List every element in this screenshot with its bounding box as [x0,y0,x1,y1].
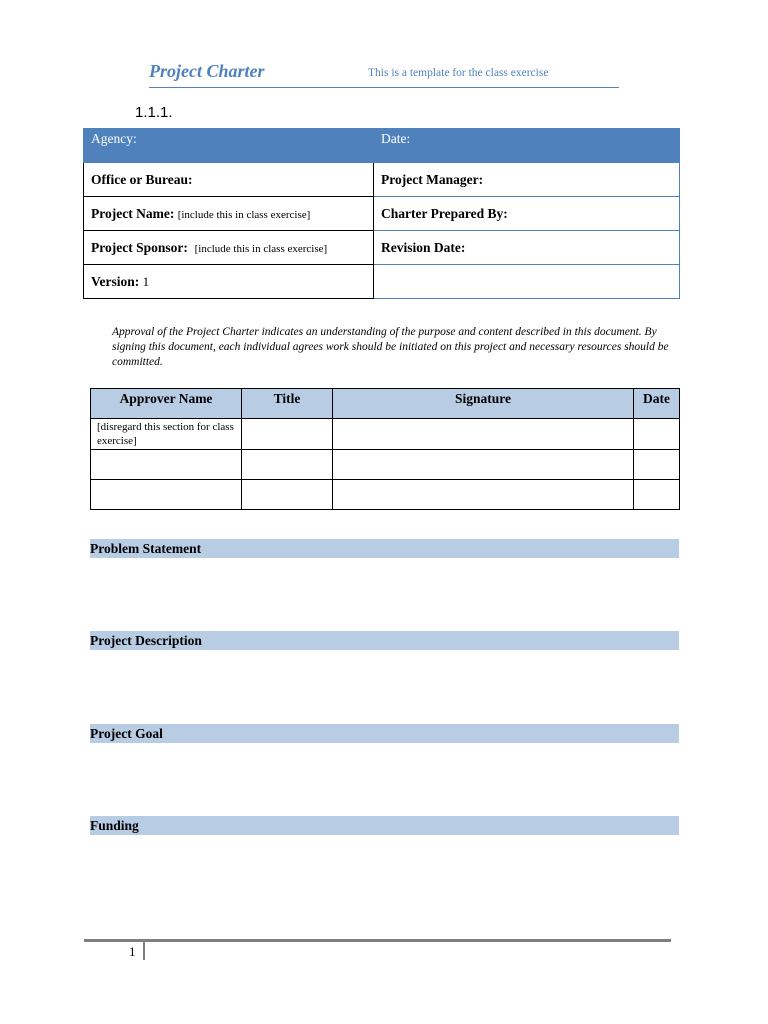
info-row-version [84,265,680,299]
document-subtitle: This is a template for the class exercise [368,67,549,79]
table-row [91,480,680,510]
revision-date-label: Revision Date: [381,240,466,255]
table-row [91,450,680,480]
title-cell[interactable] [242,480,333,510]
date-cell[interactable] [634,480,680,510]
project-sponsor-note: [include this in class exercise] [194,243,328,255]
section-heading-problem-statement [90,539,679,558]
office-label: Office or Bureau: [91,172,193,187]
date-cell[interactable] [634,450,680,480]
section-heading-label: Project Description [90,633,202,648]
version-cell[interactable] [84,265,374,299]
approver-header-row [91,389,680,419]
date-cell[interactable] [634,419,680,450]
project-info-table [83,128,680,299]
info-row-project-sponsor [84,231,680,265]
page-number: 1 [129,944,136,959]
revision-date-cell[interactable] [374,231,680,265]
project-sponsor-label: Project Sponsor: [91,240,188,255]
approval-paragraph: Approval of the Project Charter indicates an understanding of the purpose and content described in this document. By signing this document, each individual agrees work should be initiated on this project and necessary resources should be committed. [112,326,669,368]
project-name-note: [include this in class exercise] [177,209,311,221]
empty-cell-content [381,265,679,274]
charter-prepared-by-label: Charter Prepared By: [381,206,508,221]
header-divider [149,87,619,88]
project-manager-cell[interactable] [374,163,680,197]
section-heading-label: Funding [90,818,139,833]
signature-header: Signature [333,389,634,419]
approver-name-cell[interactable] [91,480,242,510]
version-value: 1 [142,274,150,289]
empty-cell[interactable] [374,265,680,299]
project-name-cell[interactable] [84,197,374,231]
project-name-label: Project Name: [91,206,175,221]
date-header: Date [634,389,680,419]
info-row-agency [84,129,680,163]
version-label: Version: [91,274,140,289]
info-row-project-name [84,197,680,231]
section-heading-funding [90,816,679,835]
section-heading-label: Problem Statement [90,541,202,556]
section-heading-label: Project Goal [90,726,163,741]
title-cell[interactable] [242,450,333,480]
signature-cell[interactable] [333,419,634,450]
charter-prepared-by-cell[interactable] [374,197,680,231]
project-sponsor-cell[interactable] [84,231,374,265]
approver-name-cell[interactable] [91,450,242,480]
approver-name-cell[interactable]: [disregard this section for class exercise] [91,419,242,450]
agency-cell[interactable] [84,129,374,163]
date-cell[interactable] [374,129,680,163]
footer-tick [143,940,145,960]
info-row-office [84,163,680,197]
table-row [91,419,680,450]
title-cell[interactable] [242,419,333,450]
approver-table [90,388,680,510]
section-number: 1.1.1. [135,104,173,121]
project-manager-label: Project Manager: [381,172,484,187]
title-header: Title [242,389,333,419]
signature-cell[interactable] [333,450,634,480]
signature-cell[interactable] [333,480,634,510]
approver-name-header: Approver Name [91,389,242,419]
section-heading-project-goal [90,724,679,743]
date-label: Date: [381,131,411,146]
document-title: Project Charter [149,61,265,81]
footer-divider [84,939,671,942]
agency-label: Agency: [91,131,137,146]
section-heading-project-description [90,631,679,650]
office-cell[interactable] [84,163,374,197]
